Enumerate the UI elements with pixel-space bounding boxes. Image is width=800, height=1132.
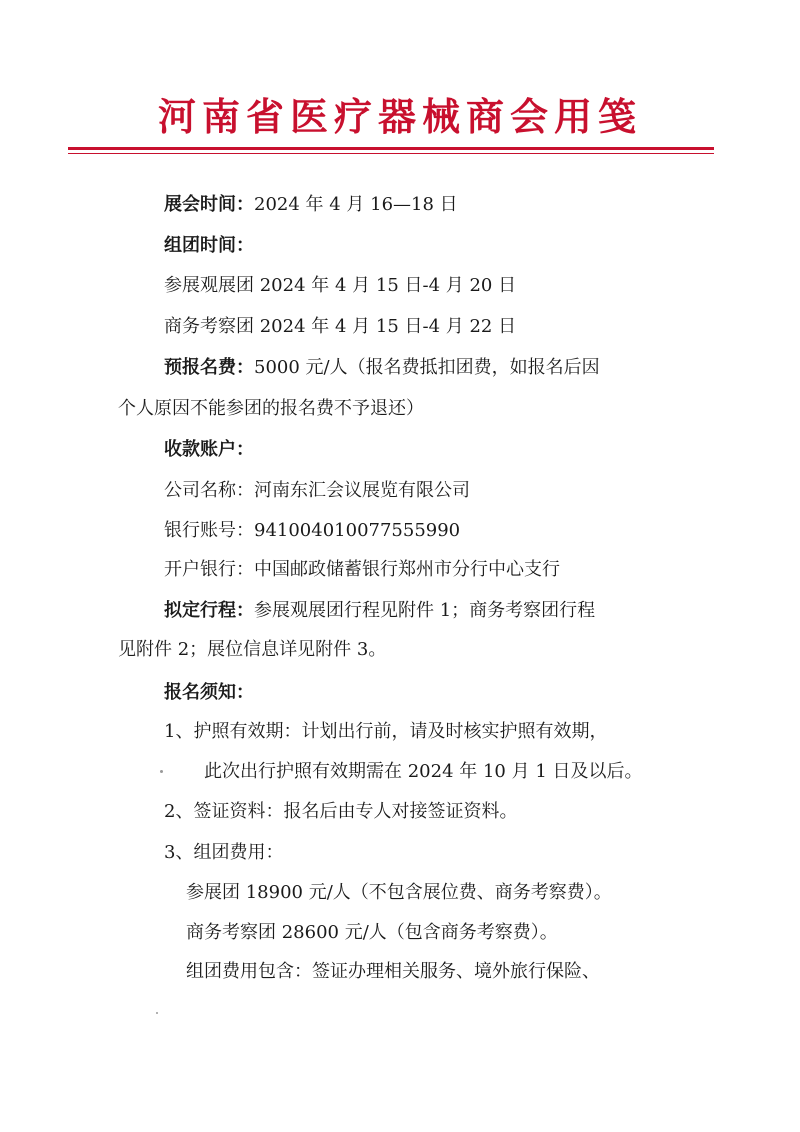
company-name: 公司名称：河南东汇会议展览有限公司 [164, 480, 470, 501]
notice-label: 报名须知： [164, 682, 254, 703]
scan-speck [156, 1012, 158, 1014]
fee-visit-group: 参展团 18900 元/人（不包含展位费、商务考察费）。 [186, 882, 612, 903]
itinerary-label: 拟定行程： [164, 600, 254, 621]
business-group-dates: 商务考察团 2024 年 4 月 15 日-4 月 22 日 [164, 316, 517, 337]
letterhead-rule-thick [68, 147, 714, 150]
group-time-label: 组团时间： [164, 235, 254, 256]
itinerary-text: 参展观展团行程见附件 1；商务考察团行程 [254, 600, 596, 621]
bank-name: 开户银行：中国邮政储蓄银行郑州市分行中心支行 [164, 559, 560, 580]
fee-includes: 组团费用包含：签证办理相关服务、境外旅行保险、 [186, 961, 600, 982]
exhibition-time-value: 2024 年 4 月 16—18 日 [254, 194, 458, 215]
notice-item-1: 1、护照有效期：计划出行前，请及时核实护照有效期， [164, 721, 608, 742]
prereg-fee-continuation: 个人原因不能参团的报名费不予退还） [118, 398, 424, 419]
bank-account-number: 银行账号：941004010077555990 [164, 520, 461, 541]
letterhead-rule-thin [68, 153, 714, 154]
visit-group-dates: 参展观展团 2024 年 4 月 15 日-4 月 20 日 [164, 275, 517, 296]
exhibition-time-line [164, 193, 458, 217]
scan-speck [160, 770, 163, 773]
notice-item-3: 3、组团费用： [164, 842, 284, 863]
prereg-fee-label: 预报名费： [164, 357, 254, 378]
itinerary-line [164, 599, 595, 623]
prereg-fee-value: 5000 元/人（报名费抵扣团费，如报名后因 [254, 357, 600, 378]
notice-item-1-continuation: 此次出行护照有效期需在 2024 年 10 月 1 日及以后。 [204, 761, 643, 782]
notice-item-2: 2、签证资料：报名后由专人对接签证资料。 [164, 801, 518, 822]
prereg-fee-line [164, 356, 600, 380]
letterhead-title: 河南省医疗器械商会用笺 [157, 94, 642, 139]
itinerary-continuation: 见附件 2；展位信息详见附件 3。 [118, 639, 387, 660]
account-label: 收款账户： [164, 439, 254, 460]
fee-business-group: 商务考察团 28600 元/人（包含商务考察费）。 [186, 922, 558, 943]
exhibition-time-label: 展会时间： [164, 194, 254, 215]
